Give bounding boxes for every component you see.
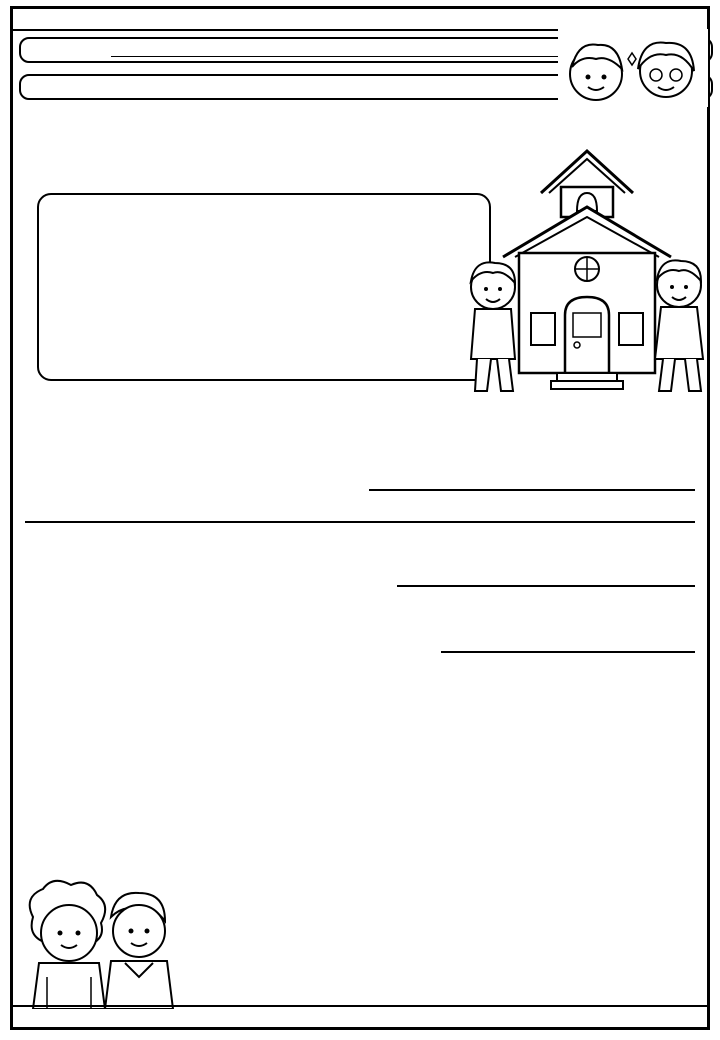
kids-illustration-icon bbox=[13, 877, 183, 1009]
list-item bbox=[25, 627, 47, 654]
heart-border-icon bbox=[13, 9, 707, 31]
school-name-line-2[interactable] bbox=[25, 521, 695, 523]
list-item bbox=[25, 561, 47, 588]
teacher-name-line[interactable] bbox=[441, 651, 695, 653]
school-name-line[interactable] bbox=[369, 489, 695, 491]
intro-text-box bbox=[37, 193, 491, 381]
list-item bbox=[25, 465, 47, 492]
school-building-icon bbox=[453, 147, 709, 399]
kids-illustration-icon bbox=[558, 29, 708, 107]
name-line bbox=[111, 56, 571, 57]
director-name-line[interactable] bbox=[397, 585, 695, 587]
worksheet-page bbox=[10, 6, 710, 1030]
pencil-border-icon bbox=[13, 1005, 707, 1027]
